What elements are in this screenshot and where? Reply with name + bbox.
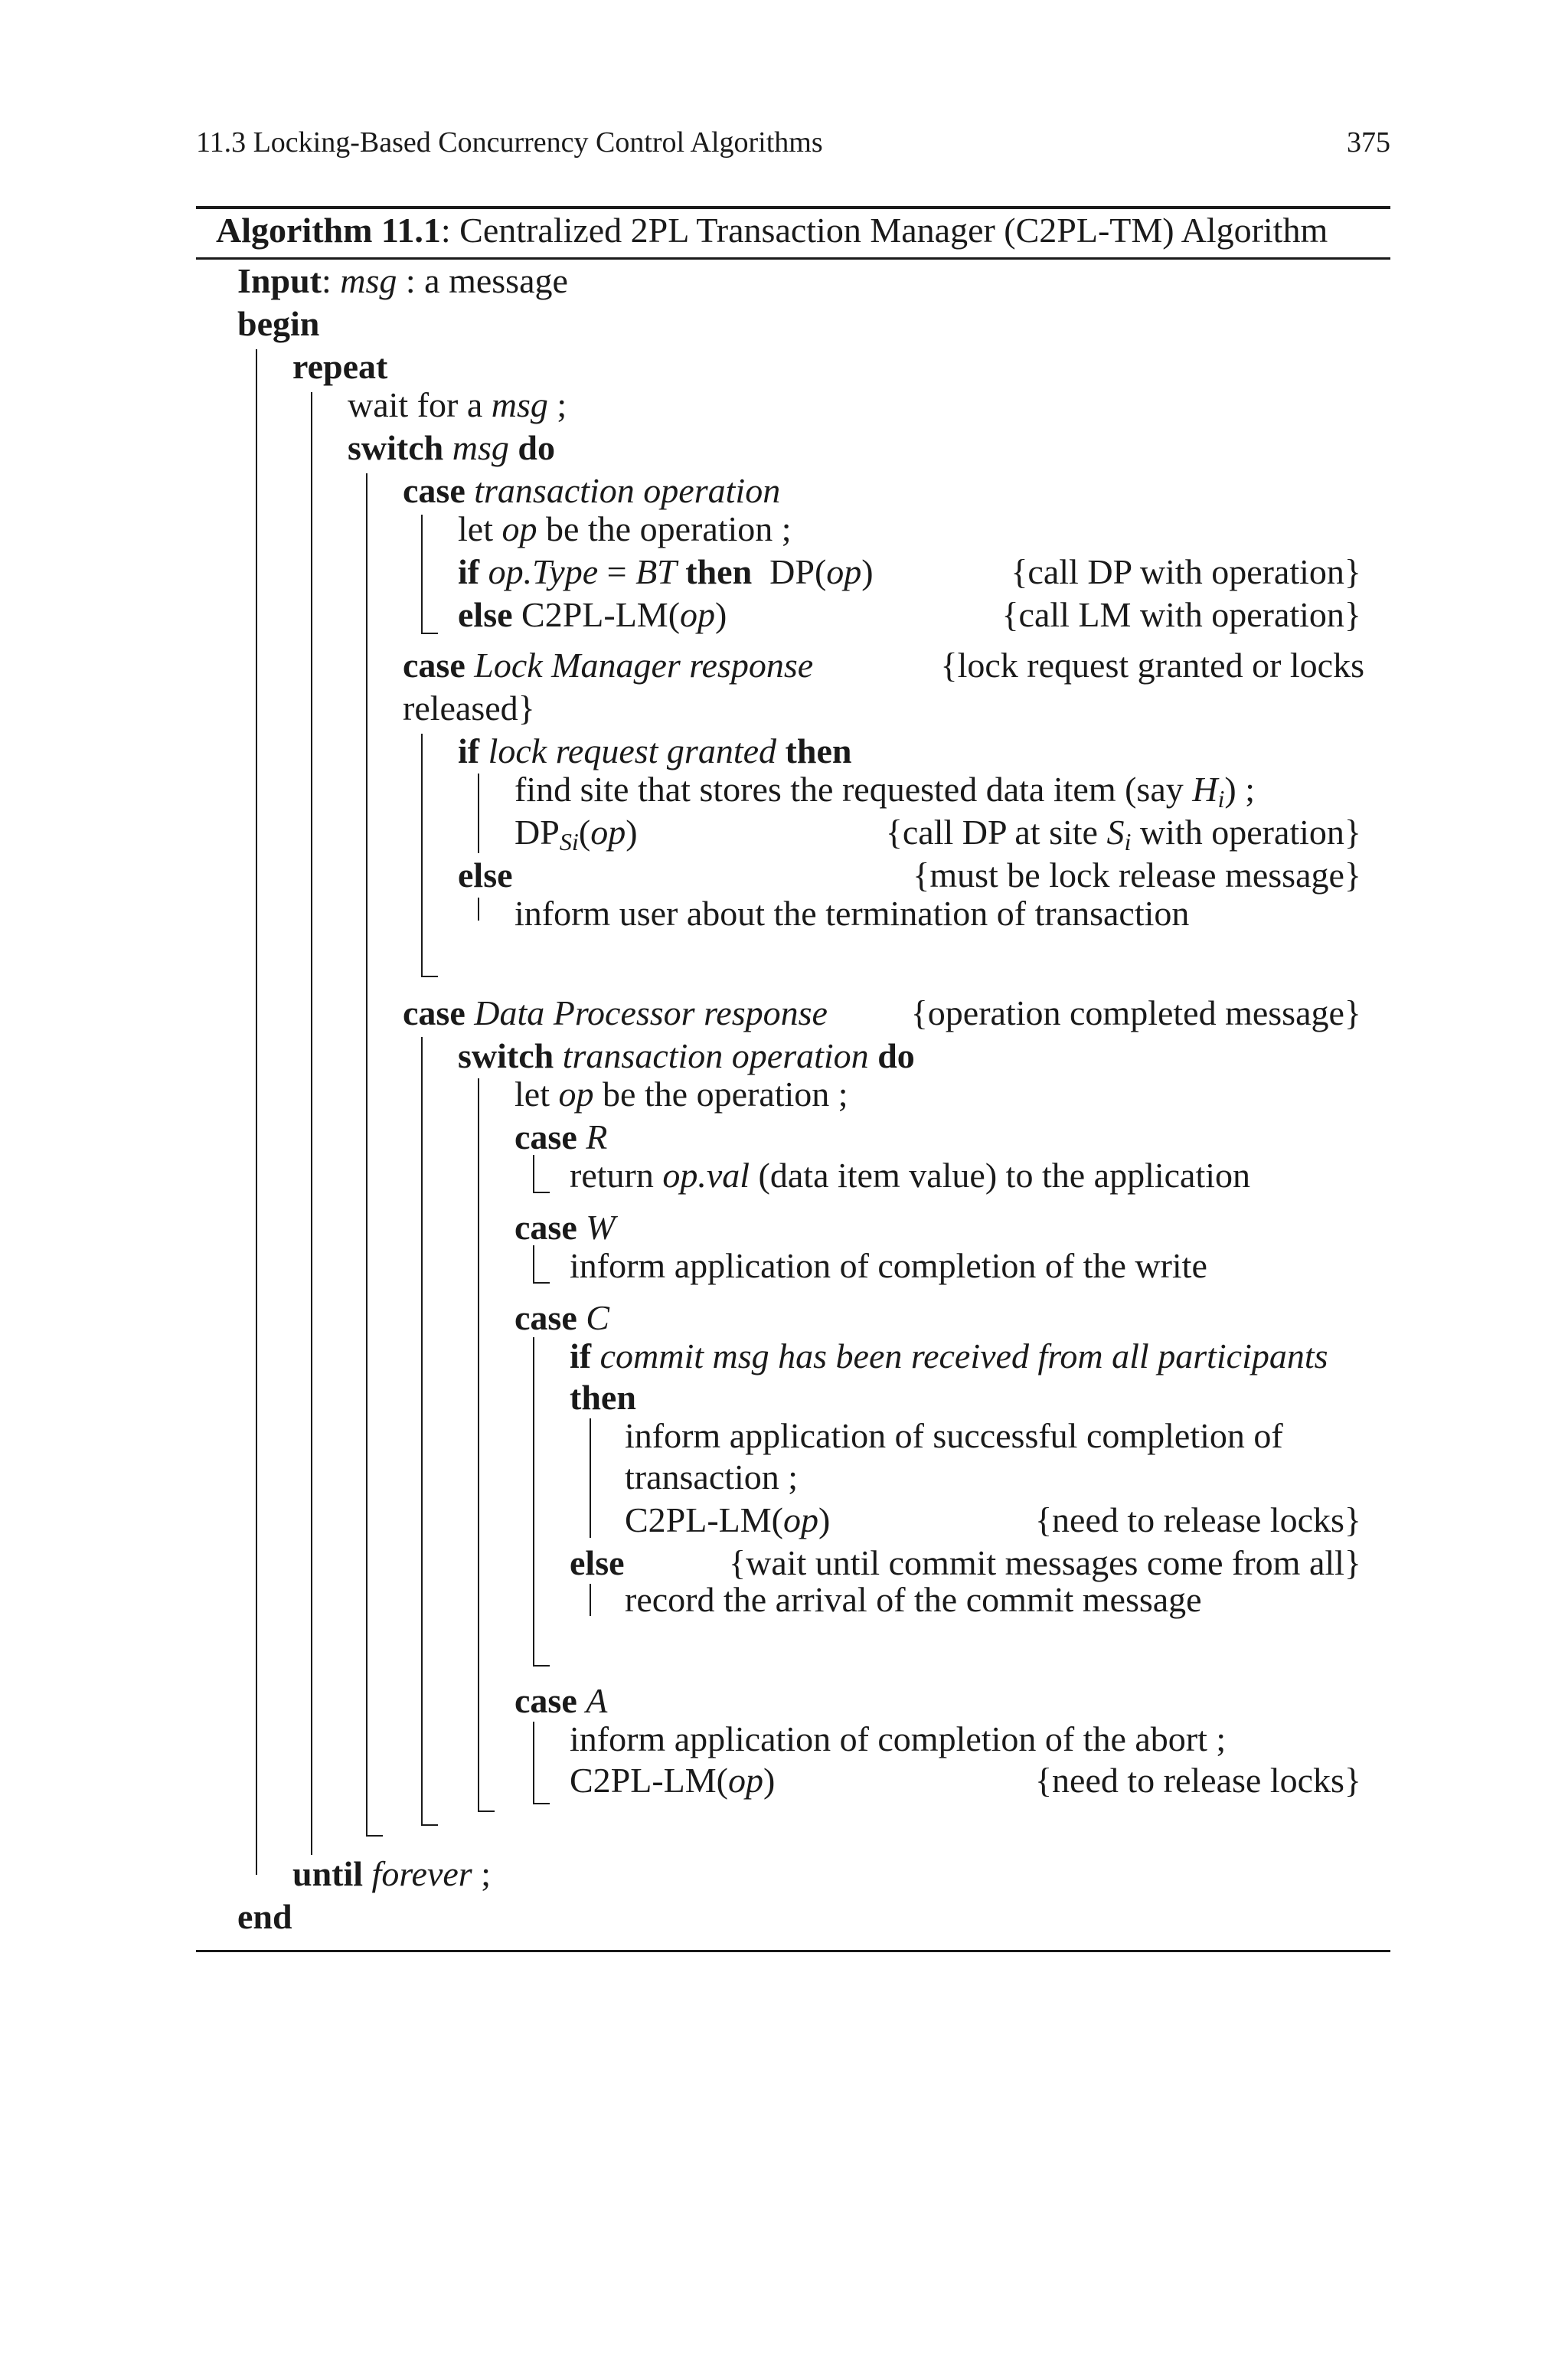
case-lock-manager-bar [421,734,438,977]
comment-wait-commit: {wait until commit messages come from all} [729,1543,1361,1582]
comment-call-lm: {call LM with operation} [1001,595,1361,634]
comment-release-locks-1: {need to release locks} [1034,1500,1361,1539]
comment-lock-granted: {lock request granted or locks [940,646,1364,685]
end-keyword: end [237,1897,292,1936]
then-commit-bar [590,1418,591,1538]
case-transaction-line: case transaction operation [403,471,781,510]
if-bt-line: if op.Type = BT then DP(op) [458,552,874,591]
released-line: released} [403,689,535,728]
begin-keyword: begin [237,304,320,343]
case-w-line: case W [514,1208,616,1247]
let-op-line: let op be the operation ; [458,509,792,548]
algorithm-title [216,210,1328,250]
input-line: Input: msg : a message [237,261,568,300]
dp-site-line: $DP_{Si}(op)$ [514,813,638,856]
if-granted-line: if lock request granted then [458,731,852,770]
algorithm-top-rule [196,206,1390,209]
inform-abort-line: inform application of completion of the abort ; [570,1719,1227,1758]
switch-operation-line: switch transaction operation do [458,1036,915,1075]
c2pl-lm-line-2: C2PL-LM(op) [570,1761,776,1800]
case-a-line: case A [514,1681,608,1720]
find-site-line: find site that stores the requested data item (say $H_i$) ; [514,770,1256,813]
return-value-line: return op.val (data item value) to the application [570,1156,1251,1195]
case-w-bar [533,1245,550,1284]
comment-operation-completed: {operation completed message} [910,993,1361,1032]
case-data-processor-line: case Data Processor response [403,993,828,1032]
begin-block-bar [256,349,257,1875]
case-c-line: case C [514,1298,609,1337]
case-r-bar [533,1155,550,1193]
case-lock-manager-line: case Lock Manager response [403,646,814,685]
switch-operation-bar [478,1078,495,1812]
until-forever-line: until forever ; [292,1854,491,1893]
wait-line: wait for a msg ; [348,385,567,424]
case-data-processor-bar [421,1037,438,1826]
algorithm-title-text: : Centralized 2PL Transaction Manager (C2PL-TM) Algorithm [440,211,1328,250]
running-header: 11.3 Locking-Based Concurrency Control Algorithms [196,126,823,159]
comment-call-dp-site: {call DP at site $S_i$ with operation} [885,813,1361,856]
case-c-bar [533,1337,550,1667]
algorithm-title-rule [196,257,1390,260]
comment-release-locks-2: {need to release locks} [1034,1761,1361,1800]
else-record-bar [590,1584,591,1616]
then-granted-bar [478,774,479,853]
algorithm-bottom-rule [196,1950,1390,1952]
transaction-line: transaction ; [625,1457,799,1496]
switch-msg-line: switch msg do [348,428,555,467]
c2pl-lm-line-1: C2PL-LM(op) [625,1500,831,1539]
record-arrival-line: record the arrival of the commit message [625,1580,1202,1619]
switch-block-bar [366,473,383,1837]
case-a-bar [533,1722,550,1804]
inform-success-line: inform application of successful completion of [625,1416,1283,1455]
algorithm-label: Algorithm 11.1 [216,211,441,250]
repeat-keyword: repeat [292,347,388,386]
inform-write-line: inform application of completion of the write [570,1246,1207,1285]
comment-call-dp: {call DP with operation} [1011,552,1361,591]
case-transaction-bar [421,515,438,634]
inform-termination-line: inform user about the termination of transaction [514,894,1190,933]
repeat-block-bar [311,392,312,1855]
else-keyword-2: else [570,1543,625,1582]
case-r-line: case R [514,1117,608,1156]
let-op-line-2: let op be the operation ; [514,1075,848,1114]
if-commit-line: if commit msg has been received from all participants [570,1336,1328,1375]
else-lm-line: else C2PL-LM(op) [458,595,727,634]
page-number: 375 [1347,126,1390,159]
then-keyword: then [570,1378,636,1417]
else-keyword: else [458,855,513,895]
else-inform-bar [478,898,479,921]
comment-release-message: {must be lock release message} [913,855,1361,895]
